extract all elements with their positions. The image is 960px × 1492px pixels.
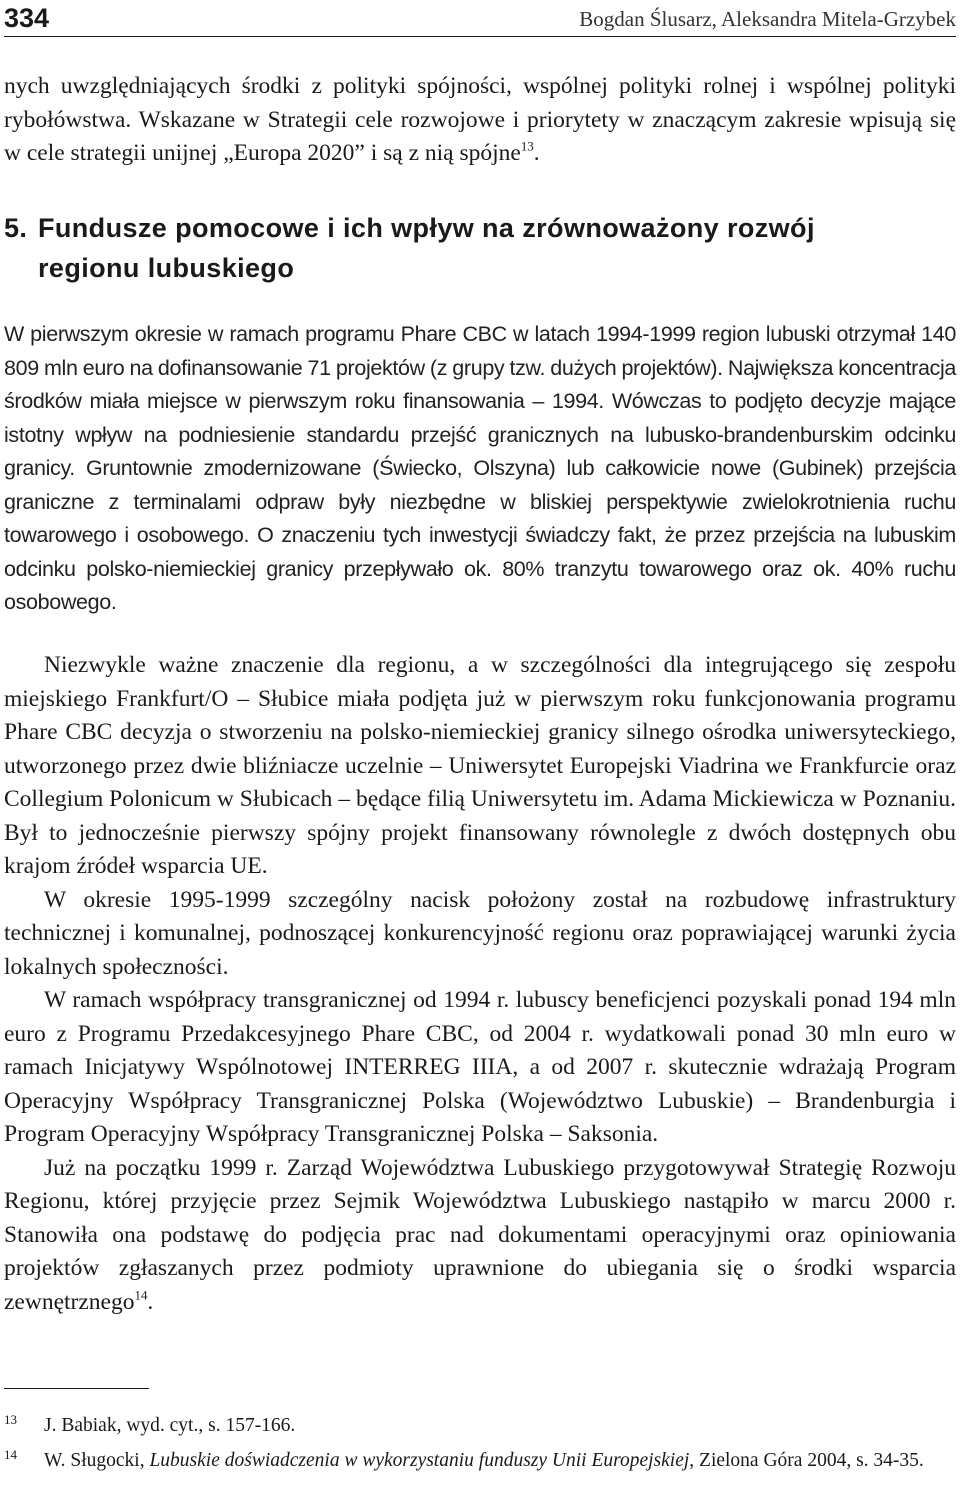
footnote-separator [4, 1388, 149, 1389]
sans-paragraph: W pierwszym okresie w ramach programu Phare CBC w latach 1994-1999 region lubuski otrzymał 140 809 mln euro na dofinansowanie 71 projektów (z grupy tzw. dużych projektów). Największa koncentracja środków miała miejsce w pierwszym roku finansowania – 1994. Wówczas to podjęto decyzje mające istotny wpływ na podniesienie standardu przejść granicznych na lubusko-brandenburskim odcinku granicy. Gruntownie zmodernizowane (Świecko, Olszyna) lub całkowicie nowe (Gubinek) przejścia graniczne z terminalami odpraw były niezbędne w bliskiej perspektywie zwielokrotnienia ruchu towarowego i osobowego. O znaczeniu tych inwestycji świadczy fakt, że przez przejścia na lubuskim odcinku polsko-niemieckiej granicy przepływało ok. 80% tranzytu towarowego oraz ok. 40% ruchu osobowego. [4, 322, 956, 614]
body-paragraph: Niezwykle ważne znaczenie dla regionu, a w szczególności dla integrującego się zespołu miejskiego Frankfurt/O – Słubice miała podjęta już w pierwszym roku funkcjonowania programu Phare CBC decyzja o stworzeniu na polsko-niemieckiej granicy silnego ośrodka uniwersyteckiego, utworzonego przez dwie bliźniacze uczelnie – Uniwersytet Europejski Viadrina we Frankfurcie oraz Collegium Polonicum w Słubicach – będące filią Uniwersytetu im. Adama Mickiewicza w Poznaniu. Był to jednocześnie pierwszy spójny projekt finansowany równolegle z dwóch dostępnych obu krajom źródeł wsparcia UE. [4, 652, 956, 879]
last-paragraph-end: . [147, 1288, 154, 1315]
footnote-ref-13[interactable]: 13 [520, 138, 534, 154]
running-head-authors: Bogdan Ślusarz, Aleksandra Mitela-Grzybek [579, 7, 956, 31]
page-number: 334 [4, 3, 50, 33]
footnote-text-after: , Zielona Góra 2004, s. 34-35. [689, 1450, 924, 1471]
intro-paragraph [4, 70, 956, 171]
footnote-text: W. Sługocki, [44, 1450, 150, 1471]
section-title-line2: regionu lubuskiego [38, 253, 295, 283]
body-paragraph-last [4, 1152, 956, 1320]
footnote-ref-14[interactable]: 14 [134, 1286, 148, 1302]
footnote [4, 1406, 956, 1439]
intro-text: nych uwzględniających środki z polityki spójności, wspólnej polityki rolnej i wspólnej polityki rybołówstwa. Wskazane w Strategii cele rozwojowe i priorytety w znaczącym zakresie wpisują się w cele strategii unijnej „Europa 2020” i są z nią spójne [4, 73, 956, 166]
body-paragraph: W ramach współpracy transgranicznej od 1994 r. lubuscy beneficjenci pozyskali ponad 194 mln euro z Programu Przedakcesyjnego Phare CBC, od 2004 r. wydatkowali ponad 30 mln euro w ramach Inicjatywy Wspólnotowej INTERREG IIIA, a od 2007 r. skutecznie wdrażają Program Operacyjny Współpracy Transgranicznej Polska (Województwo Lubuskie) – Brandenburgia i Program Operacyjny Współpracy Transgranicznej Polska – Saksonia. [4, 987, 956, 1147]
footnote [4, 1441, 956, 1474]
section-title-line1: Fundusze pomocowe i ich wpływ na zrównoważony rozwój [38, 213, 815, 243]
intro-end: . [533, 140, 540, 166]
footnote-mark: 13 [4, 1412, 17, 1427]
last-paragraph-text: Już na początku 1999 r. Zarząd Województwa Lubuskiego przygotowywał Strategię Rozwoju Regionu, której przyjęcie przez Sejmik Województwa Lubuskiego nastąpiło w marcu 2000 r. Stanowiła ona podstawę do podjęcia prac nad dokumentami operacyjnymi oraz opiniowania projektów zgłaszanych przez podmioty uprawnione do ubiegania się o środki wsparcia zewnętrznego [4, 1154, 956, 1315]
running-header [4, 2, 956, 37]
section-number: 5. [4, 213, 28, 243]
footnote-text: J. Babiak, wyd. cyt., s. 157-166. [44, 1415, 296, 1436]
body-text [4, 649, 956, 1319]
footnote-mark: 14 [4, 1447, 17, 1462]
footnotes [4, 1406, 956, 1476]
section-heading [4, 208, 956, 288]
body-paragraph: W okresie 1995-1999 szczególny nacisk położony został na rozbudowę infrastruktury technicznej i komunalnej, podnoszącej konkurencyjność regionu oraz poprawiającej warunki życia lokalnych społeczności. [4, 886, 956, 980]
footnote-cited-title: Lubuskie doświadczenia w wykorzystaniu funduszy Unii Europejskiej [149, 1450, 690, 1471]
